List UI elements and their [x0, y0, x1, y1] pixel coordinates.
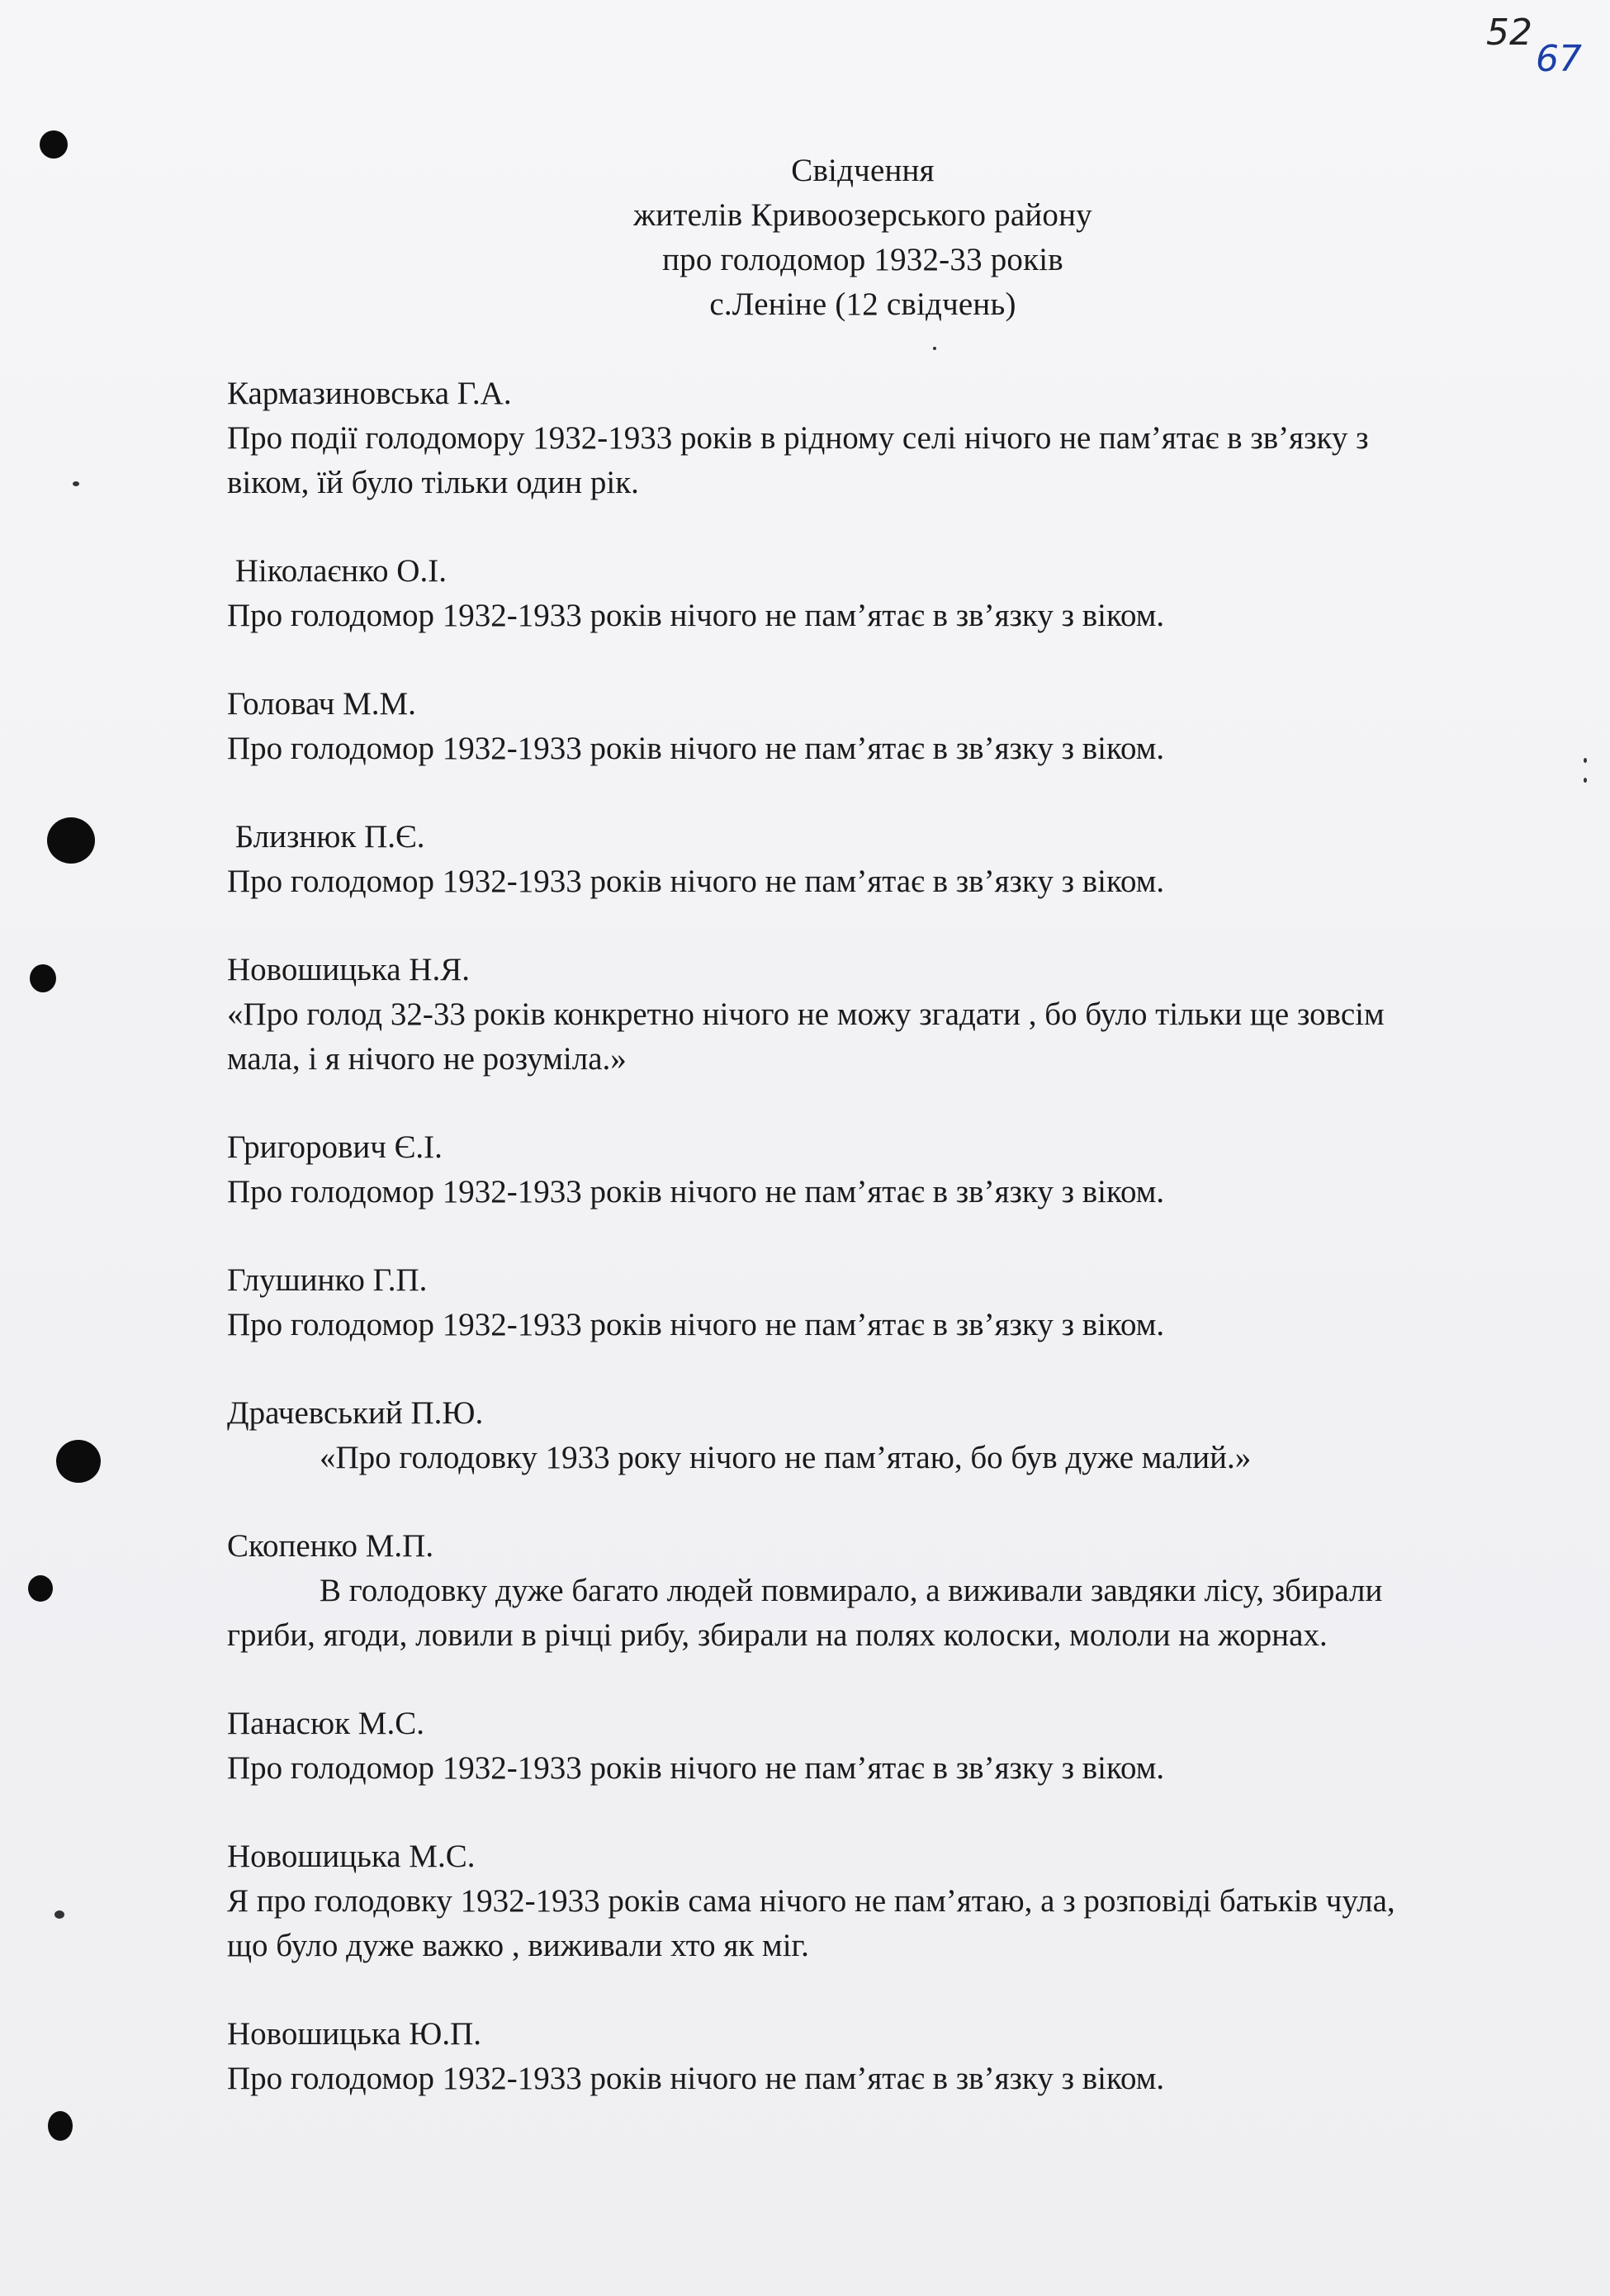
testimony-entry	[227, 948, 1466, 1082]
witness-name: Новошицька М.С.	[227, 1839, 476, 1874]
witness-testimony: Про голодомор 1932-1933 років нічого не пам’ятає в зв’язку з віком.	[227, 1750, 1165, 1786]
witness-testimony: Я про голодовку 1932-1933 років сама нічого не пам’ятаю, а з розповіді батьків чула, що було дуже важко , виживали хто як міг.	[227, 1883, 1395, 1963]
witness-name: Ніколаєнко О.І.	[227, 553, 447, 589]
document-header	[0, 149, 1610, 327]
testimony-entry	[227, 549, 1466, 638]
punch-hole	[28, 1575, 53, 1602]
witness-name: Кармазиновська Г.А.	[227, 376, 512, 411]
punch-hole	[47, 817, 95, 864]
witness-testimony: В голодовку дуже багато людей повмирало, а виживали завдяки лісу, збирали гриби, ягоди, ловили в річці рибу, збирали на полях колоски, мололи на жорнах.	[227, 1573, 1383, 1653]
witness-testimony: Про події голодомору 1932-1933 років в рідному селі нічого не пам’ятає в зв’язку з віком, їй було тільки один рік.	[227, 420, 1369, 500]
page-number-handwritten: 67	[1536, 38, 1582, 80]
witness-testimony: «Про голод 32-33 років конкретно нічого не можу згадати , бо було тільки ще зовсім мала, і я нічого не розуміла.»	[227, 997, 1385, 1077]
witness-name: Новошицька Ю.П.	[227, 2016, 482, 2052]
header-title: Свідчення	[791, 153, 935, 188]
testimony-entry	[227, 1391, 1466, 1480]
speck	[933, 347, 936, 350]
testimony-entry	[227, 2012, 1466, 2101]
header-subject: про голодомор 1932-33 років	[662, 242, 1063, 277]
testimony-entry	[227, 1524, 1466, 1658]
testimony-entry	[227, 1125, 1466, 1214]
punch-hole	[30, 964, 56, 992]
witness-name: Скопенко М.П.	[227, 1528, 434, 1564]
testimony-entry	[227, 1702, 1466, 1791]
witness-testimony: Про голодомор 1932-1933 років нічого не пам’ятає в зв’язку з віком.	[227, 1174, 1165, 1210]
witness-name: Панасюк М.С.	[227, 1706, 424, 1741]
page-number-handwritten: 52	[1486, 12, 1532, 54]
testimony-entry	[227, 1258, 1466, 1347]
punch-hole	[48, 2111, 73, 2141]
witness-name: Близнюк П.Є.	[227, 819, 425, 854]
witness-name: Григорович Є.І.	[227, 1129, 443, 1165]
testimony-list	[227, 372, 1466, 2145]
witness-testimony: «Про голодовку 1933 року нічого не пам’ятаю, бо був дуже малий.»	[320, 1440, 1252, 1475]
testimony-entry	[227, 682, 1466, 771]
speck	[1584, 758, 1587, 763]
speck	[1584, 778, 1587, 783]
witness-name: Головач М.М.	[227, 686, 416, 722]
speck	[73, 481, 79, 486]
punch-hole	[56, 1440, 101, 1483]
witness-name: Глушинко Г.П.	[227, 1262, 428, 1298]
testimony-entry	[227, 372, 1466, 505]
witness-testimony: Про голодомор 1932-1933 років нічого не пам’ятає в зв’язку з віком.	[227, 1307, 1165, 1342]
testimony-entry	[227, 1834, 1466, 1968]
witness-testimony: Про голодомор 1932-1933 років нічого не пам’ятає в зв’язку з віком.	[227, 598, 1165, 633]
testimony-entry	[227, 815, 1466, 904]
witness-testimony: Про голодомор 1932-1933 років нічого не пам’ятає в зв’язку з віком.	[227, 731, 1165, 766]
witness-name: Новошицька Н.Я.	[227, 952, 470, 987]
header-subtitle: жителів Кривоозерського району	[633, 197, 1092, 233]
witness-testimony: Про голодомор 1932-1933 років нічого не пам’ятає в зв’язку з віком.	[227, 864, 1165, 899]
witness-testimony: Про голодомор 1932-1933 років нічого не пам’ятає в зв’язку з віком.	[227, 2061, 1165, 2096]
witness-name: Драчевський П.Ю.	[227, 1395, 484, 1431]
header-village: с.Леніне (12 свідчень)	[709, 286, 1016, 322]
speck	[54, 1910, 64, 1919]
